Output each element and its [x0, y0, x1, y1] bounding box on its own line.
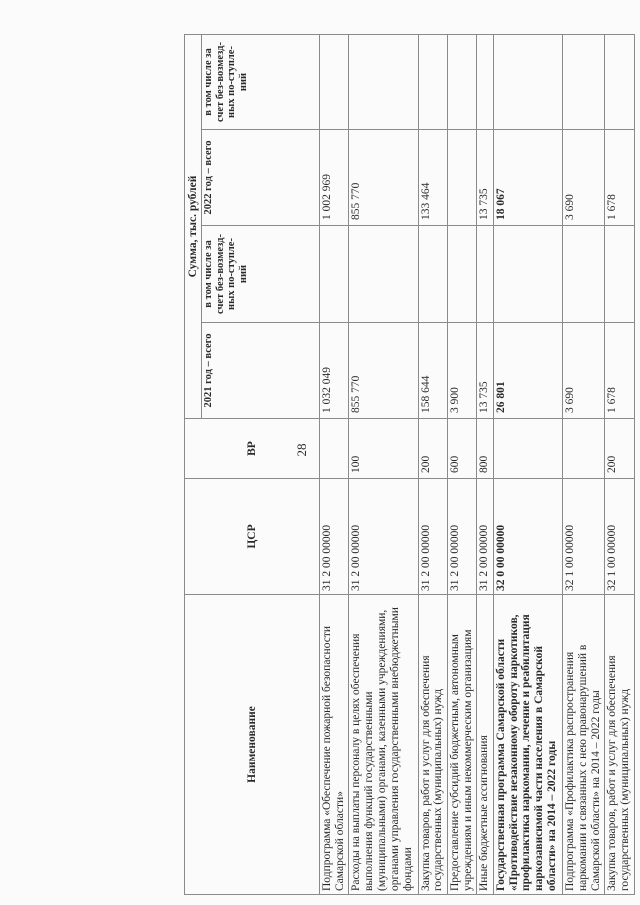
cell-2022-total: 1 678: [605, 130, 635, 226]
header-2022-incl: в том числе за счет без-возмезд-ных по-ступле-ний: [202, 35, 320, 130]
cell-csr: 32 0 00 00000: [493, 479, 562, 595]
cell-2021-total: 855 770: [349, 323, 418, 419]
cell-csr: 31 2 00 00000: [320, 479, 349, 595]
header-sum-group: Сумма, тыс. рублей: [185, 35, 202, 419]
cell-vr: 800: [477, 419, 493, 479]
cell-vr: 200: [605, 419, 635, 479]
header-csr: ЦСР: [185, 479, 320, 595]
cell-2022-total: 13 735: [477, 130, 493, 226]
cell-csr: 32 1 00 00000: [605, 479, 635, 595]
cell-csr: 31 2 00 00000: [477, 479, 493, 595]
table-row: [320, 35, 349, 895]
cell-2022-incl: [493, 35, 562, 130]
cell-csr: 31 2 00 00000: [448, 479, 477, 595]
header-name: Наименование: [185, 595, 320, 895]
cell-name: Государственная программа Самарской области «Противодействие незаконному обороту наркотиков, профилактика наркомании, лечение и реабилитация наркозависимой части населения в Самарской области» на 2014 – 2022 годы: [493, 595, 562, 895]
cell-2021-total: 3 690: [562, 323, 605, 419]
cell-csr: 32 1 00 00000: [562, 479, 605, 595]
cell-2021-incl: [493, 226, 562, 323]
cell-2021-total: 3 900: [448, 323, 477, 419]
cell-name: Подпрограмма «Обеспечение пожарной безопасности Самарской области»: [320, 595, 349, 895]
cell-2021-incl: [418, 226, 447, 323]
cell-2021-total: 13 735: [477, 323, 493, 419]
cell-csr: 31 2 00 00000: [418, 479, 447, 595]
header-row-top: [185, 35, 202, 895]
cell-2021-incl: [605, 226, 635, 323]
cell-name: Иные бюджетные ассигнования: [477, 595, 493, 895]
table-row: [477, 35, 493, 895]
cell-vr: [562, 419, 605, 479]
cell-vr: 200: [418, 419, 447, 479]
cell-name: Расходы на выплаты персоналу в целях обеспечения выполнения функций государственными (муниципальными) органами, казенными учреждениями, органами управления государственными внебюджетными фондами: [349, 595, 418, 895]
cell-2022-incl: [320, 35, 349, 130]
table-row: [349, 35, 418, 895]
budget-table-container: [184, 35, 635, 895]
cell-2021-total: 26 801: [493, 323, 562, 419]
cell-name: Закупка товаров, работ и услуг для обеспечения государственных (муниципальных) нужд: [605, 595, 635, 895]
cell-2021-incl: [320, 226, 349, 323]
table-row: [493, 35, 562, 895]
cell-csr: 31 2 00 00000: [349, 479, 418, 595]
cell-2022-incl: [477, 35, 493, 130]
table-row: [418, 35, 447, 895]
header-vr: ВР: [185, 419, 320, 479]
table-row: [605, 35, 635, 895]
cell-2021-total: 1 678: [605, 323, 635, 419]
cell-2022-total: 3 690: [562, 130, 605, 226]
cell-2022-total: 133 464: [418, 130, 447, 226]
cell-vr: 100: [349, 419, 418, 479]
cell-2022-total: 1 002 969: [320, 130, 349, 226]
cell-2021-incl: [349, 226, 418, 323]
cell-name: Подпрограмма «Профилактика распространения наркомании и связанных с нею правонарушений в Самарской области» на 2014 – 2022 годы: [562, 595, 605, 895]
cell-name: Закупка товаров, работ и услуг для обеспечения государственных (муниципальных) нужд: [418, 595, 447, 895]
cell-2022-incl: [562, 35, 605, 130]
cell-vr: [493, 419, 562, 479]
table-row: [448, 35, 477, 895]
cell-2022-incl: [349, 35, 418, 130]
budget-table: [184, 34, 635, 895]
cell-2022-total: [448, 130, 477, 226]
header-2021-total: 2021 год – всего: [202, 323, 320, 419]
cell-2022-incl: [418, 35, 447, 130]
cell-2021-incl: [448, 226, 477, 323]
table-row: [562, 35, 605, 895]
cell-2022-incl: [448, 35, 477, 130]
page-number: 28: [294, 443, 309, 457]
cell-2022-incl: [605, 35, 635, 130]
cell-vr: 600: [448, 419, 477, 479]
cell-2021-incl: [562, 226, 605, 323]
cell-2021-total: 158 644: [418, 323, 447, 419]
header-2021-incl: в том числе за счет без-возмезд-ных по-ступле-ний: [202, 226, 320, 323]
cell-2022-total: 855 770: [349, 130, 418, 226]
cell-2022-total: 18 067: [493, 130, 562, 226]
cell-2021-total: 1 032 049: [320, 323, 349, 419]
cell-name: Предоставление субсидий бюджетным, автономным учреждениям и иным некоммерческим организациям: [448, 595, 477, 895]
header-2022-total: 2022 год – всего: [202, 130, 320, 226]
table-body: [320, 35, 635, 895]
cell-2021-incl: [477, 226, 493, 323]
cell-vr: [320, 419, 349, 479]
